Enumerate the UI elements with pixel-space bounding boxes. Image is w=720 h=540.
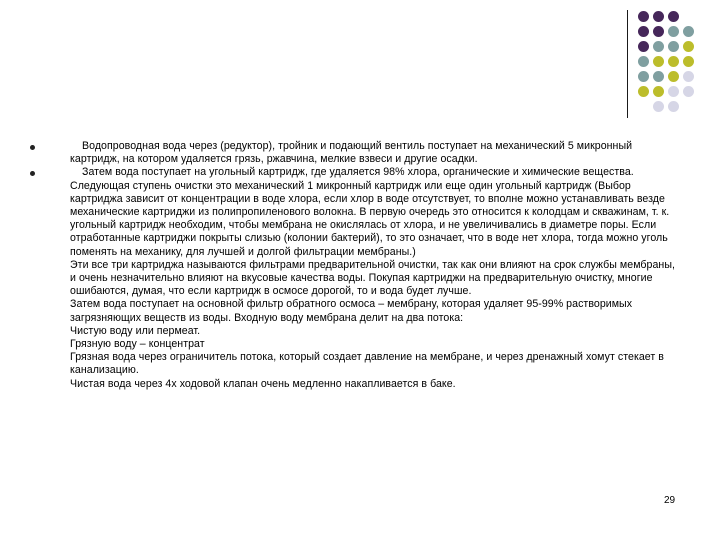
decorative-dot — [668, 26, 679, 37]
decorative-dot — [638, 41, 649, 52]
decorative-dot — [638, 11, 649, 22]
bullet-icon — [30, 171, 35, 176]
decorative-dot — [638, 26, 649, 37]
text-line: Чистая вода через 4х ходовой клапан очень медленно накапливается в баке. — [70, 377, 456, 390]
text-line: Грязную воду – концентрат — [70, 338, 205, 351]
decorative-dot — [638, 56, 649, 67]
text-line: Следующая ступень очистки это механический 1 микронный картридж или еще один угольный картридж (Выбор картриджа зависит от концентрации в воде хлора, если хлор в воде отсутствует, то вполне можно устанавливать везде механические картриджи из полипропиленового волокна. В первую очередь это относится к колодцам и скважинам, т. к. угольный картридж необходим, чтобы мембрана не окислялась от хлора, и не увеличивались в диаметре поры. Если отработанные картриджи покрыты слизью (колонии бактерий), то это означает, что в воде нет хлора, тогда можно уголь поменять на механику, для лучшей и долгой фильтрации мембраны.) — [70, 179, 670, 258]
decorative-dot — [683, 26, 694, 37]
bullet-item-2 — [0, 166, 720, 179]
text-line: Эти все три картриджа называются фильтрами предварительной очистки, так как они влияют на срок службы мембраны, и очень незначительно влияют на вкусовые качества воды. Покупая картриджи на предварительную очистку, многие ошибаются, думая, что если картридж в осмосе дорогой, то и вода будет лучше. — [70, 258, 675, 298]
slide-content — [0, 140, 720, 391]
decorative-dot — [653, 26, 664, 37]
bullet-icon — [30, 145, 35, 150]
bullet-text-1: Водопроводная вода через (редуктор), тройник и подающий вентиль поступает на механический 5 микронный картридж, на котором удаляется грязь, ржавчина, мелкие взвеси и другие осадки. — [70, 140, 633, 166]
bullet-item-1 — [0, 140, 720, 166]
decorative-dot — [638, 71, 649, 82]
text-line: Грязная вода через ограничитель потока, который создает давление на мембране, и через дренажный хомут стекает в канализацию. — [70, 351, 664, 377]
decorative-dot — [683, 71, 694, 82]
decorative-dot — [653, 71, 664, 82]
decorative-dot — [653, 86, 664, 97]
decorative-dot — [668, 101, 679, 112]
decorative-dot — [683, 56, 694, 67]
decorative-dot-grid — [638, 11, 716, 115]
decorative-dot — [653, 56, 664, 67]
decorative-dot — [668, 56, 679, 67]
page-number: 29 — [664, 495, 676, 506]
text-line: Затем вода поступает на основной фильтр обратного осмоса – мембрану, которая удаляет 95-99% растворимых загрязняющих веществ из воды. Входную воду мембрана делит на два потока: — [70, 298, 633, 324]
decorative-dot — [683, 41, 694, 52]
decorative-dot — [668, 71, 679, 82]
vertical-rule — [627, 10, 628, 118]
bullet-text-2: Затем вода поступает на угольный картридж, где удаляется 98% хлора, органические и химические вещества. — [82, 166, 634, 179]
decorative-dot — [653, 11, 664, 22]
decorative-dot — [638, 86, 649, 97]
decorative-dot — [653, 41, 664, 52]
decorative-dot — [653, 101, 664, 112]
decorative-dot — [668, 11, 679, 22]
decorative-dot — [683, 86, 694, 97]
text-line: Чистую воду или пермеат. — [70, 324, 201, 337]
decorative-dot — [668, 41, 679, 52]
decorative-dot — [668, 86, 679, 97]
